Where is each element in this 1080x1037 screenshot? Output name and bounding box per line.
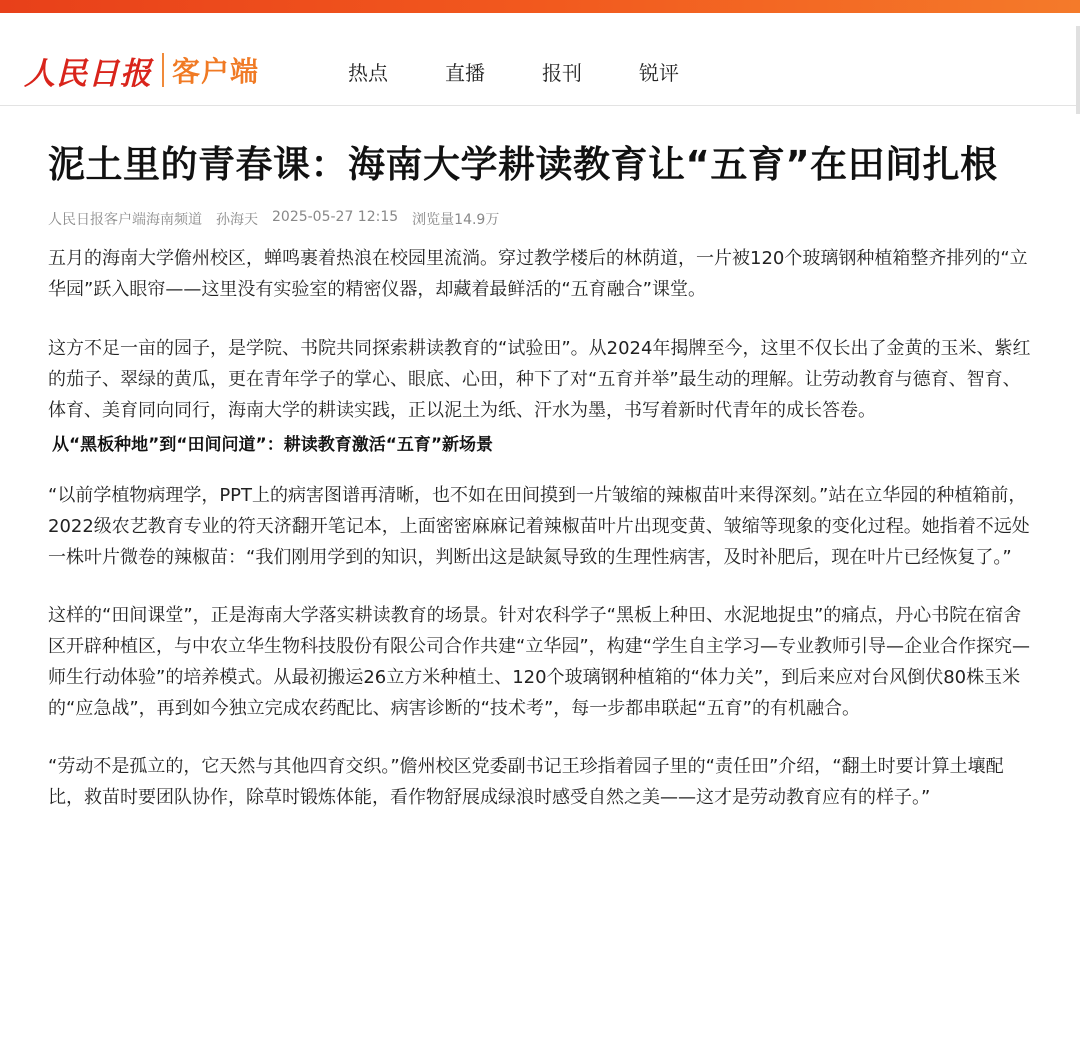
nav-item-newspaper[interactable]: 报刊: [542, 61, 582, 85]
logo-client: 客户端: [172, 55, 260, 88]
article-paragraph: 这方不足一亩的园子，是学院、书院共同探索耕读教育的“试验田”。从2024年揭牌至今，这里不仅长出了金黄的玉米、紫红的茄子、翠绿的黄瓜，更在青年学子的掌心、眼底、心田，种下了对“五育并举”最生动的理解。让劳动教育与德育、智育、体育、美育同向同行，海南大学的耕读实践，正以泥土为纸、汗水为墨，书写着新时代青年的成长答卷。: [48, 338, 1031, 421]
nav-item-live[interactable]: 直播: [445, 61, 485, 85]
article-source[interactable]: 人民日报客户端海南频道: [48, 212, 202, 228]
article-paragraph: “劳动不是孤立的，它天然与其他四育交织。”儋州校区党委副书记王珍指着园子里的“责任田”介绍，“翻土时要计算土壤配比，救苗时要团队协作，除草时锻炼体能，看作物舒展成绿浪时感受自然之美——这才是劳动教育应有的样子。”: [48, 756, 1004, 808]
top-accent-bar: [0, 0, 1080, 13]
article-paragraph: “以前学植物病理学，PPT上的病害图谱再清晰，也不如在田间摸到一片皱缩的辣椒苗叶来得深刻。”站在立华园的种植箱前，2022级农艺教育专业的符天济翻开笔记本，上面密密麻麻记着辣椒苗叶片出现变黄、皱缩等现象的变化过程。她指着不远处一株叶片微卷的辣椒苗：“我们刚用学到的知识，判断出这是缺氮导致的生理性病害，及时补肥后，现在叶片已经恢复了。”: [48, 485, 1030, 568]
site-header: [0, 13, 1080, 106]
main-nav: [348, 57, 736, 86]
article-author: 孙海天: [216, 212, 258, 228]
article-views: 浏览量14.9万: [412, 212, 500, 228]
article-datetime: 2025-05-27 12:15: [272, 209, 399, 225]
article-subheading: 从“黑板种地”到“田间问道”：耕读教育激活“五育”新场景: [52, 435, 494, 455]
article-meta: [48, 209, 1038, 229]
site-logo[interactable]: [24, 47, 259, 93]
logo-divider: [162, 53, 164, 87]
logo-people-daily: 人民日报: [24, 55, 152, 92]
article-paragraph: 五月的海南大学儋州校区，蝉鸣裹着热浪在校园里流淌。穿过教学楼后的林荫道，一片被120个玻璃钢种植箱整齐排列的“立华园”跃入眼帘——这里没有实验室的精密仪器，却藏着最鲜活的“五育融合”课堂。: [48, 248, 1028, 300]
article: [48, 106, 1038, 813]
scrollbar[interactable]: [1076, 26, 1080, 114]
nav-item-hot[interactable]: 热点: [348, 61, 388, 85]
article-title: 泥土里的青春课：海南大学耕读教育让“五育”在田间扎根: [48, 143, 998, 186]
nav-item-commentary[interactable]: 锐评: [639, 61, 679, 85]
article-paragraph: 这样的“田间课堂”，正是海南大学落实耕读教育的场景。针对农科学子“黑板上种田、水泥地捉虫”的痛点，丹心书院在宿舍区开辟种植区，与中农立华生物科技股份有限公司合作共建“立华园”，构建“学生自主学习—专业教师引导—企业合作探究—师生行动体验”的培养模式。从最初搬运26立方米种植土、120个玻璃钢种植箱的“体力关”，到后来应对台风倒伏80株玉米的“应急战”，再到如今独立完成农药配比、病害诊断的“技术考”，每一步都串联起“五育”的有机融合。: [48, 605, 1030, 719]
